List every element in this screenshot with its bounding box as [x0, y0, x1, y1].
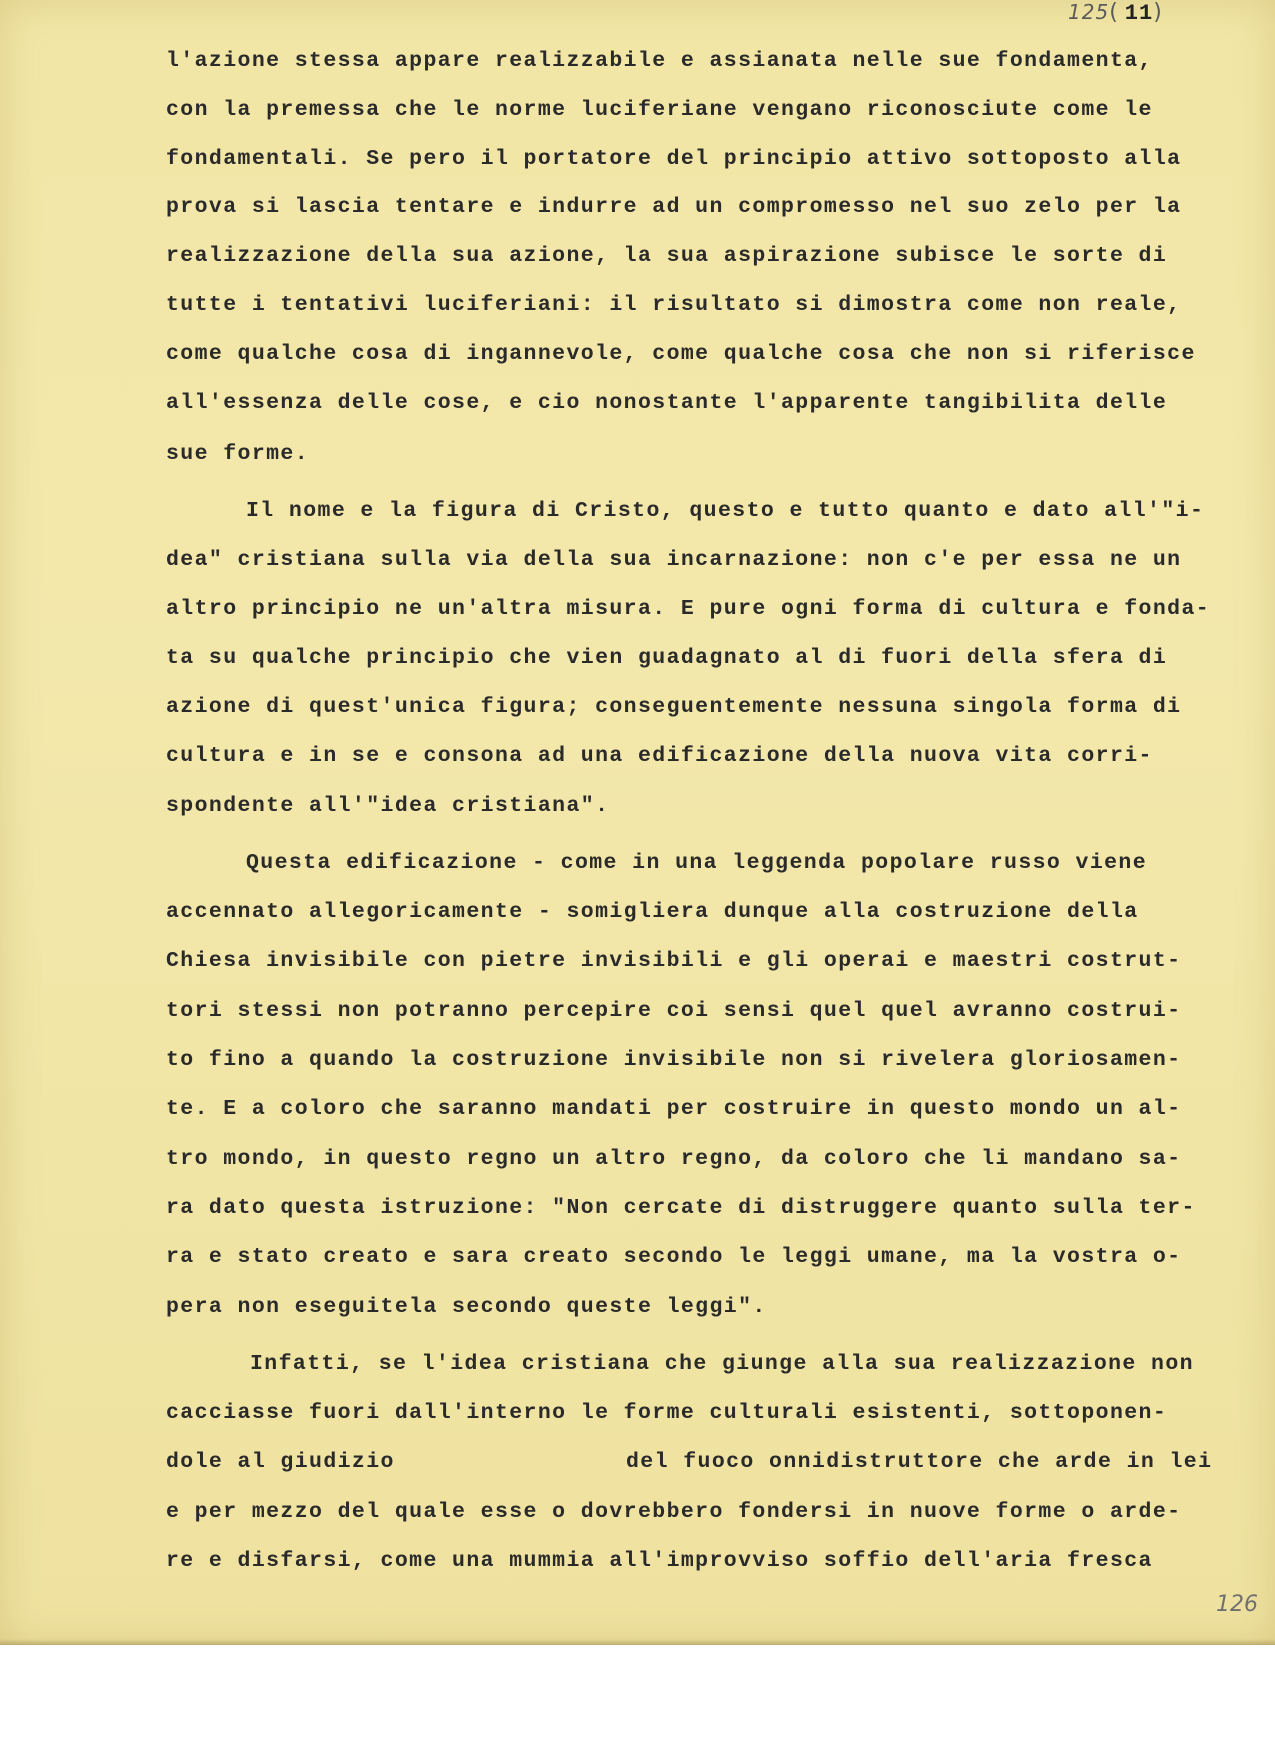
text-line: prova si lascia tentare e indurre ad un compromesso nel suo zelo per la — [166, 195, 1182, 219]
page-number — [1068, 0, 1163, 26]
page-number-typed: 11 — [1124, 1, 1154, 26]
page-number-handwritten: 125 — [1068, 0, 1110, 24]
text-line: tro mondo, in questo regno un altro regno, da coloro che li mandano sa- — [166, 1147, 1182, 1171]
text-line: Questa edificazione - come in una leggenda popolare russo viene — [246, 851, 1148, 875]
text-line: to fino a quando la costruzione invisibile non si rivelera gloriosamen- — [166, 1048, 1182, 1072]
text-line: tori stessi non potranno percepire coi sensi quel quel avranno costrui- — [166, 999, 1182, 1023]
text-line: come qualche cosa di ingannevole, come qualche cosa che non si riferisce — [166, 342, 1196, 366]
text-line: tutte i tentativi luciferiani: il risultato si dimostra come non reale, — [166, 293, 1182, 317]
text-line: fondamentali. Se pero il portatore del principio attivo sottoposto alla — [166, 147, 1182, 171]
text-line: ta su qualche principio che vien guadagnato al di fuori della sfera di — [166, 646, 1168, 670]
text-line: l'azione stessa appare realizzabile e assianata nelle sue fondamenta, — [166, 49, 1153, 73]
text-line: accennato allegoricamente - somigliera dunque alla costruzione della — [166, 900, 1139, 924]
folio-number: 126 — [1216, 1592, 1258, 1617]
text-line: Infatti, se l'idea cristiana che giunge alla sua realizzazione non — [250, 1352, 1194, 1376]
text-line: re e disfarsi, come una mummia all'improvviso soffio dell'aria fresca — [166, 1549, 1153, 1573]
page-number-bracket-open: ( — [1109, 0, 1119, 25]
text-line: e per mezzo del quale esse o dovrebbero fondersi in nuove forme o arde- — [166, 1500, 1182, 1524]
text-line: dole al giudizio — [166, 1450, 395, 1474]
text-line: te. E a coloro che saranno mandati per costruire in questo mondo un al- — [166, 1097, 1182, 1121]
text-line: dea" cristiana sulla via della sua incarnazione: non c'e per essa ne un — [166, 548, 1182, 572]
text-line: cultura e in se e consona ad una edificazione della nuova vita corri- — [166, 744, 1153, 768]
text-line: pera non eseguitela secondo queste leggi". — [166, 1295, 767, 1319]
text-line: all'essenza delle cose, e cio nonostante l'apparente tangibilita delle — [166, 391, 1168, 415]
text-line: ra e stato creato e sara creato secondo le leggi umane, ma la vostra o- — [166, 1245, 1182, 1269]
text-line: Il nome e la figura di Cristo, questo e tutto quanto e dato all'"i- — [246, 499, 1205, 523]
text-line: altro principio ne un'altra misura. E pure ogni forma di cultura e fonda- — [166, 597, 1211, 621]
text-line: Chiesa invisibile con pietre invisibili e gli operai e maestri costrut- — [166, 949, 1182, 973]
text-line: realizzazione della sua azione, la sua aspirazione subisce le sorte di — [166, 244, 1168, 268]
text-line: azione di quest'unica figura; conseguentemente nessuna singola forma di — [166, 695, 1182, 719]
text-line: cacciasse fuori dall'interno le forme culturali esistenti, sottoponen- — [166, 1401, 1168, 1425]
text-line: ra dato questa istruzione: "Non cercate di distruggere quanto sulla ter- — [166, 1196, 1196, 1220]
text-line: spondente all'"idea cristiana". — [166, 794, 610, 818]
page-number-bracket-close: ) — [1153, 0, 1163, 25]
text-line: con la premessa che le norme luciferiane vengano riconosciute come le — [166, 98, 1153, 122]
text-line: del fuoco onnidistruttore che arde in lei — [626, 1450, 1213, 1474]
text-line: sue forme. — [166, 442, 310, 466]
